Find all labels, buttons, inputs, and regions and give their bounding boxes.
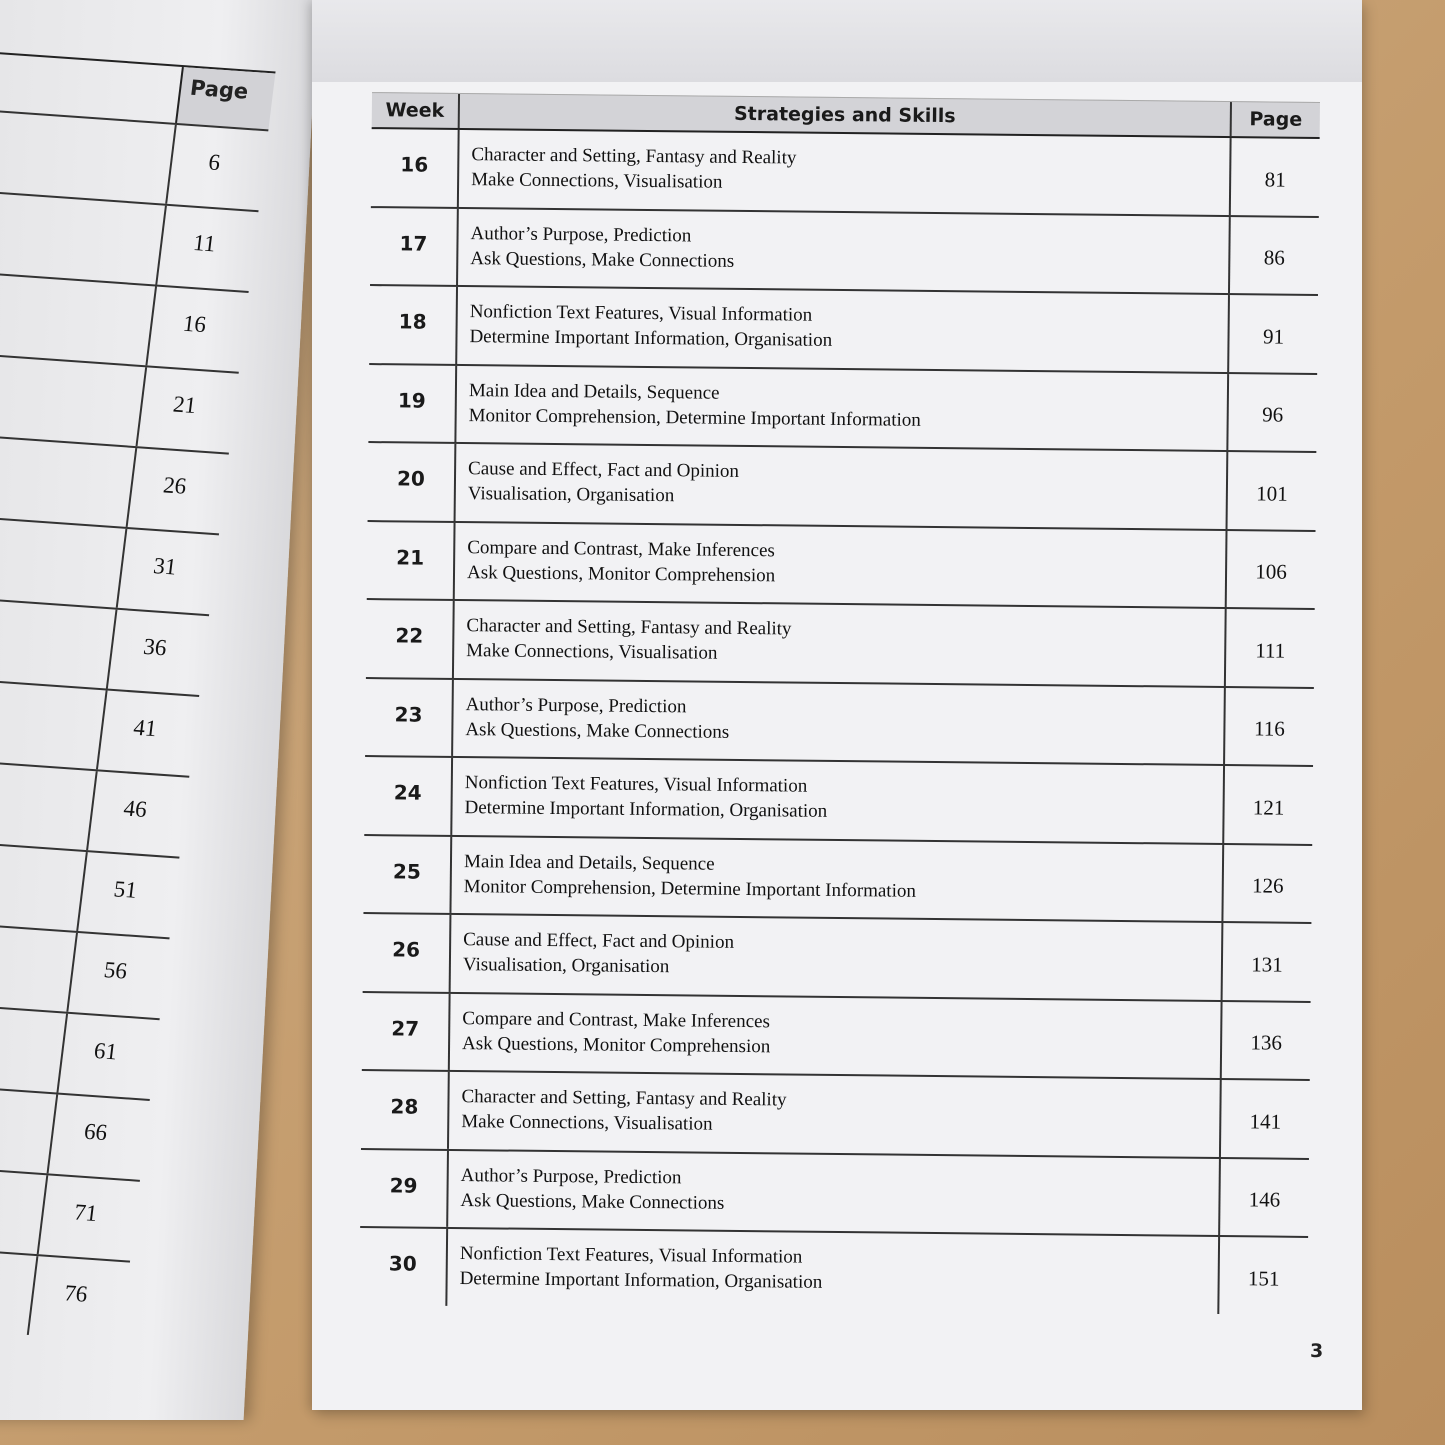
left-contents-table bbox=[0, 52, 276, 1341]
week-number: 22 bbox=[366, 600, 455, 677]
skills-line-2: Ask Questions, Make Connections bbox=[460, 1189, 725, 1214]
left-page-number: 31 bbox=[151, 553, 178, 580]
skills-cell bbox=[456, 444, 1227, 529]
left-page-number: 36 bbox=[142, 633, 168, 661]
left-page-number: 11 bbox=[191, 229, 217, 257]
skills-cell bbox=[454, 601, 1225, 686]
skills-cell bbox=[459, 130, 1230, 215]
left-page-number: 16 bbox=[181, 310, 208, 338]
week-number: 20 bbox=[368, 443, 457, 520]
skills-line-1: Compare and Contrast, Make Inferences bbox=[462, 1007, 771, 1032]
week-number: 23 bbox=[365, 679, 454, 756]
left-page-number: 21 bbox=[171, 391, 198, 418]
left-page-number: 61 bbox=[92, 1037, 119, 1065]
left-page-number: 71 bbox=[72, 1199, 99, 1227]
skills-line-1: Character and Setting, Fantasy and Reality bbox=[461, 1086, 787, 1111]
skills-line-1: Author’s Purpose, Prediction bbox=[465, 693, 687, 717]
skills-column-header: Strategies and Skills bbox=[733, 102, 956, 128]
table-row bbox=[363, 914, 1312, 1002]
skills-line-1: Nonfiction Text Features, Visual Information bbox=[464, 772, 808, 797]
skills-cell bbox=[450, 993, 1221, 1078]
skills-line-2: Ask Questions, Monitor Comprehension bbox=[461, 1032, 771, 1057]
skills-cell bbox=[457, 287, 1228, 372]
left-page-number: 66 bbox=[82, 1118, 109, 1146]
skills-line-1: Compare and Contrast, Make Inferences bbox=[467, 536, 775, 561]
table-row bbox=[371, 129, 1320, 217]
page-reference: 141 bbox=[1219, 1080, 1310, 1157]
week-number: 19 bbox=[368, 365, 457, 442]
skills-line-2: Determine Important Information, Organisation bbox=[469, 326, 833, 351]
left-page-number: 41 bbox=[132, 714, 159, 742]
table-row bbox=[360, 1150, 1309, 1238]
left-page-number: 46 bbox=[122, 795, 149, 823]
skills-line-1: Cause and Effect, Fact and Opinion bbox=[463, 929, 735, 953]
week-number: 25 bbox=[363, 836, 452, 913]
skills-line-1: Main Idea and Details, Sequence bbox=[463, 850, 715, 875]
page-reference: 136 bbox=[1220, 1002, 1311, 1079]
skills-line-2: Make Connections, Visualisation bbox=[471, 169, 723, 193]
skills-cell bbox=[456, 365, 1227, 450]
table-row bbox=[367, 522, 1316, 610]
skills-line-2: Ask Questions, Monitor Comprehension bbox=[466, 561, 776, 586]
left-page-column-header: Page bbox=[188, 75, 250, 104]
page-reference: 146 bbox=[1218, 1158, 1309, 1235]
week-number: 30 bbox=[359, 1228, 448, 1305]
table-row bbox=[361, 1071, 1310, 1159]
skills-line-2: Make Connections, Visualisation bbox=[466, 640, 718, 664]
left-page-number: 76 bbox=[62, 1280, 89, 1307]
page-reference: 111 bbox=[1224, 609, 1315, 686]
skills-line-2: Determine Important Information, Organisation bbox=[464, 797, 828, 822]
skills-cell bbox=[458, 208, 1229, 293]
week-number: 16 bbox=[371, 129, 460, 206]
table-row bbox=[368, 365, 1317, 453]
table-row bbox=[362, 993, 1311, 1081]
week-number: 28 bbox=[361, 1071, 450, 1148]
table-row bbox=[368, 443, 1317, 531]
skills-line-1: Nonfiction Text Features, Visual Information bbox=[469, 301, 813, 326]
table-row bbox=[363, 836, 1312, 924]
skills-line-1: Character and Setting, Fantasy and Reality bbox=[466, 615, 792, 640]
table-row bbox=[369, 286, 1318, 374]
page-column-header: Page bbox=[1230, 102, 1320, 137]
skills-line-2: Visualisation, Organisation bbox=[467, 483, 675, 507]
left-page-number: 26 bbox=[161, 472, 188, 499]
skills-line-1: Nonfiction Text Features, Visual Information bbox=[459, 1243, 803, 1268]
skills-line-2: Visualisation, Organisation bbox=[462, 954, 670, 978]
week-number: 26 bbox=[363, 914, 452, 991]
skills-cell bbox=[455, 522, 1226, 607]
left-page-number: 6 bbox=[207, 149, 222, 176]
table-row bbox=[366, 600, 1315, 688]
skills-line-2: Make Connections, Visualisation bbox=[461, 1111, 713, 1135]
page-reference: 101 bbox=[1226, 452, 1317, 529]
skills-cell bbox=[451, 915, 1222, 1000]
page-reference: 151 bbox=[1217, 1237, 1308, 1314]
week-number: 24 bbox=[364, 757, 453, 834]
page-reference: 106 bbox=[1225, 531, 1316, 608]
week-number: 21 bbox=[367, 522, 456, 599]
skills-line-2: Determine Important Information, Organisation bbox=[459, 1268, 823, 1293]
skills-cell bbox=[451, 836, 1222, 921]
skills-line-2: Ask Questions, Make Connections bbox=[470, 247, 735, 272]
skills-line-1: Author’s Purpose, Prediction bbox=[470, 222, 692, 246]
page-reference: 116 bbox=[1223, 688, 1314, 765]
left-page-number: 56 bbox=[102, 957, 129, 984]
page-reference: 126 bbox=[1221, 845, 1312, 922]
week-column-header: Week bbox=[372, 93, 460, 128]
week-number: 29 bbox=[360, 1150, 449, 1227]
week-number: 27 bbox=[362, 993, 451, 1070]
skills-cell bbox=[449, 1072, 1220, 1157]
page-reference: 131 bbox=[1221, 923, 1312, 1000]
page-reference: 121 bbox=[1222, 766, 1313, 843]
week-number: 18 bbox=[369, 286, 458, 363]
table-row bbox=[370, 208, 1319, 296]
page-reference: 81 bbox=[1229, 138, 1320, 215]
skills-line-1: Cause and Effect, Fact and Opinion bbox=[468, 458, 740, 482]
skills-cell bbox=[453, 679, 1224, 764]
skills-line-1: Main Idea and Details, Sequence bbox=[468, 379, 720, 404]
skills-line-2: Ask Questions, Make Connections bbox=[465, 718, 730, 743]
skills-cell bbox=[448, 1150, 1219, 1235]
page-top-edge bbox=[312, 0, 1362, 82]
page-reference: 96 bbox=[1226, 374, 1317, 451]
skills-cell bbox=[447, 1229, 1218, 1314]
week-number: 17 bbox=[370, 208, 459, 285]
table-row bbox=[364, 757, 1313, 845]
page-reference: 86 bbox=[1228, 217, 1319, 294]
page-number: 3 bbox=[1310, 1340, 1324, 1362]
skills-cell bbox=[452, 758, 1223, 843]
skills-line-2: Monitor Comprehension, Determine Important Information bbox=[468, 404, 921, 431]
skills-line-1: Character and Setting, Fantasy and Reality bbox=[471, 144, 797, 169]
left-page-number: 51 bbox=[112, 876, 139, 903]
contents-table bbox=[359, 92, 1320, 1314]
skills-line-1: Author’s Purpose, Prediction bbox=[460, 1164, 682, 1188]
table-row bbox=[365, 679, 1314, 767]
skills-line-2: Monitor Comprehension, Determine Important Information bbox=[463, 875, 917, 902]
table-row bbox=[359, 1228, 1308, 1314]
page-reference: 91 bbox=[1227, 295, 1318, 372]
